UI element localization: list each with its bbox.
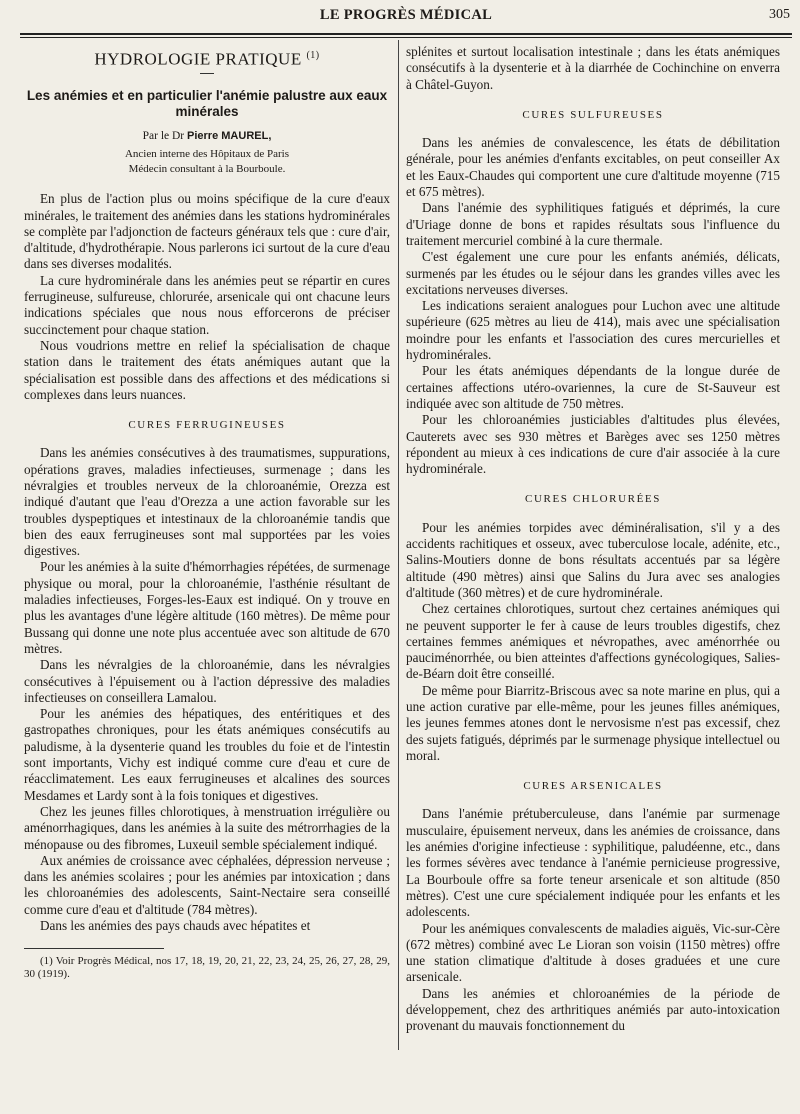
section-heading-sulfureuses: CURES SULFUREUSES — [522, 108, 664, 121]
arsenicales-paragraph-3: Dans les anémies et chloroanémies de la période de développement, chez des arthritiques anémiés par auto-intoxication provenant du mauvais fonctionnement du — [406, 985, 780, 1034]
sulfureuses-paragraph-2: Dans l'anémie des syphilitiques fatigués et déprimés, la cure d'Uriage donne de bons et rapides résultats sous l'influence du traitement mercuriel combiné à la cure thermale. — [406, 200, 780, 248]
page-number: 305 — [769, 7, 790, 22]
arsenicales-paragraph-1: Dans l'anémie prétuberculeuse, dans l'anémie par surmenage musculaire, épuisement nerveux, dans les anémies de croissance, dans les anémies d'origine infectieuse : syphilitique, paludéenne, etc., dans les formes sévères avec tendance à l'anémie pernicieuse progressive, La Bourboule offre sa forte teneur arsenicale et son altitude (850 mètres). C'est une cure spécialement indiquée pour les enfants et les adolescents. — [406, 806, 780, 920]
ferrugineuses-paragraph-3: Dans les névralgies de la chloroanémie, dans les névralgies consécutives à l'épuisement ou à l'action dépressive des maladies infectieuses on conseillera Lamalou. — [24, 657, 390, 705]
ferrugineuses-paragraph-2: Pour les anémies à la suite d'hémorrhagies répétées, de surmenage physique ou moral, pour la chloroanémie, l'asthénie résultant de maladies infectieuses, Forges-les-Eaux est indiqué. On y trouve en plus les avantages d'une légère altitude (160 mètres). De même pour Bussang qui donne une note plus accentuée avec son altitude de 670 mètres. — [24, 559, 390, 656]
article-title — [24, 48, 390, 68]
section-heading-arsenicales: CURES ARSENICALES — [523, 780, 663, 793]
left-column — [24, 44, 390, 981]
ferrugineuses-paragraph-5: Chez les jeunes filles chlorotiques, à menstruation irrégulière ou aménorrhagiques, dans les anémies à la suite des métrorrhagies de la ménopause ou des fibromes, Luxeuil semble spécialement indiqué. — [24, 803, 390, 852]
column-divider — [398, 40, 399, 1050]
title-dash — [200, 73, 214, 74]
author-name: Pierre MAUREL, — [187, 129, 272, 142]
arsenicales-paragraph-2: Pour les anémiques convalescents de maladies aiguës, Vic-sur-Cère (672 mètres) combiné avec Le Lioran son voisin (1150 mètres) offre une station climatique d'altitude à doses graduées et une cure arsenicale. — [406, 920, 780, 985]
right-column — [406, 44, 780, 1035]
ferrugineuses-paragraph-6: Aux anémies de croissance avec céphalées, dépression nerveuse ; dans les anémies scolaires ; pour les anémies par intoxication ; dans les chloroanémies des adolescents, Saint-Nectaire sera conseillé comme cure d'eau et d'altitude (784 mètres). — [24, 852, 390, 917]
chlorurees-paragraph-3: De même pour Biarritz-Briscous avec sa note marine en plus, qui a une action curative par elle-même, pour les jeunes filles anémiques, les jeunes femmes atones dont le nervosisme n'est pas excessif, chez des sujets fatigués, déprimés par le surmenage physique intellectuel ou moral. — [406, 682, 780, 763]
sulfureuses-paragraph-4: Les indications seraient analogues pour Luchon avec une altitude supérieure (625 mètres au lieu de 414), mais avec une spécialisation moindre pour les enfants et l'association des cures mercurielles et hydrominérales. — [406, 298, 780, 363]
ferrugineuses-paragraph-7: Dans les anémies des pays chauds avec hépatites et — [40, 918, 311, 934]
article-subtitle: Les anémies et en particulier l'anémie palustre aux eaux minérales — [26, 87, 388, 119]
title-footnote-ref: (1) — [306, 50, 320, 61]
ferrugineuses-paragraph-4: Pour les anémies des hépatiques, des entéritiques et des gastropathes chroniques, pour les états anémiques consécutifs au paludisme, à la dysenterie quand les troubles du foie et de l'intestin sont importants, Vichy est indiqué comme cure d'eau et cure de réacclimatement. Les eaux ferrugineuses et alcalines des sources Mesdames et Lardy sont à la fois toniques et digestives. — [24, 706, 390, 803]
chlorurees-paragraph-2: Chez certaines chlorotiques, surtout chez certaines anémiques qui ne peuvent supporter le fer à cause de leurs troubles digestifs, chez certaines femmes anémiques et névropathes, avec aménorrhée ou pauciménorrhée, ou bien atteintes d'affections gynécologiques, Salies-de-Béarn doit être conseillé. — [406, 601, 780, 682]
section-heading-chlorurees: CURES CHLORURÉES — [525, 493, 661, 506]
byline-prefix: Par le Dr — [142, 129, 185, 142]
running-header — [20, 7, 792, 29]
footnote-rule — [24, 948, 164, 949]
running-title: LE PROGRÈS MÉDICAL — [319, 7, 493, 23]
header-rule — [20, 33, 792, 35]
intro-paragraph-2: La cure hydrominérale dans les anémies peut se répartir en cures ferrugineuse, sulfureuse, chlorurée, arsenicale qui ont chacune leurs indications spéciales que nous nous efforcerons de préciser succinctement pour chaque station. — [24, 272, 390, 337]
header-rule-thin — [20, 37, 792, 38]
continued-paragraph: splénites et surtout localisation intestinale ; dans les états anémiques consécutifs à la dysenterie et à la diarrhée de Cochinchine on enverra à Châtel-Guyon. — [406, 44, 780, 92]
section-heading-ferrugineuses: CURES FERRUGINEUSES — [128, 419, 286, 432]
chlorurees-paragraph-1: Pour les anémies torpides avec déminéralisation, s'il y a des accidents rachitiques et osseux, avec tuberculose locale, adénite, etc., Salins-Moutiers donne de bons résultats accentués par sa légère altitude (490 mètres) ainsi que Salins du Jura avec ses analogies d'altitude (360 mètres) et de cure hydrominérale. — [406, 519, 780, 600]
intro-paragraph-3: Nous voudrions mettre en relief la spécialisation de chaque station dans le traitement des états anémiques autant que la spécialisation est possible dans des affections et des médications si complexes dans leurs nuances. — [24, 337, 390, 402]
article-title-text: HYDROLOGIE PRATIQUE — [94, 49, 302, 69]
ferrugineuses-paragraph-1: Dans les anémies consécutives à des traumatismes, suppurations, opérations graves, maladies infectieuses, surmenage ; dans les névralgies et troubles nerveux de la chloroanémie, Orezza est indiqué d'autant que l'eau d'Orezza a une action favorable sur les troubles dyspeptiques et intestinaux de la chloroanémie tandis que bien des eaux ferrugineuses sont mal supportées par les voies digestives. — [24, 445, 390, 559]
sulfureuses-paragraph-5: Pour les états anémiques dépendants de la longue durée de certaines affections utéro-ovariennes, la cure de St-Sauveur est indiquée avec son altitude de 750 mètres. — [406, 363, 780, 411]
sulfureuses-paragraph-6: Pour les chloroanémies justiciables d'altitudes plus élevées, Cauterets avec ses 930 mètres et Barèges avec ses 1250 mètres répondent au mieux à ces indications de cure d'air associée à la cure hydrominérale. — [406, 412, 780, 477]
sulfureuses-paragraph-1: Dans les anémies de convalescence, les états de débilitation générale, pour les anémies d'enfants excitables, on peut conseiller Ax et les Eaux-Chaudes qui comportent une cure d'altitude moyenne (715 et 675 mètres). — [406, 135, 780, 200]
byline — [24, 128, 390, 144]
intro-paragraph-1: En plus de l'action plus ou moins spécifique de la cure d'eaux minérales, le traitement des anémies dans les stations hydrominérales se complète par l'adjonction de facteurs généraux tels que : cure d'air, d'altitude, d'hydrothérapie. Nous parlerons ici surtout de la cure d'eau dans ses diverses modalités. — [24, 191, 390, 272]
sulfureuses-paragraph-3: C'est également une cure pour les enfants anémiés, délicats, surmenés par les études ou le séjour dans les grandes villes avec les excitations nerveuses diverses. — [406, 249, 780, 297]
author-credential: Ancien interne des Hôpitaux de Paris — [124, 148, 290, 161]
footnote: (1) Voir Progrès Médical, nos 17, 18, 19, 20, 21, 22, 23, 24, 25, 26, 27, 28, 29, 30 (1919). — [24, 955, 390, 981]
author-credential-2: Médecin consultant à la Bourboule. — [128, 163, 286, 176]
